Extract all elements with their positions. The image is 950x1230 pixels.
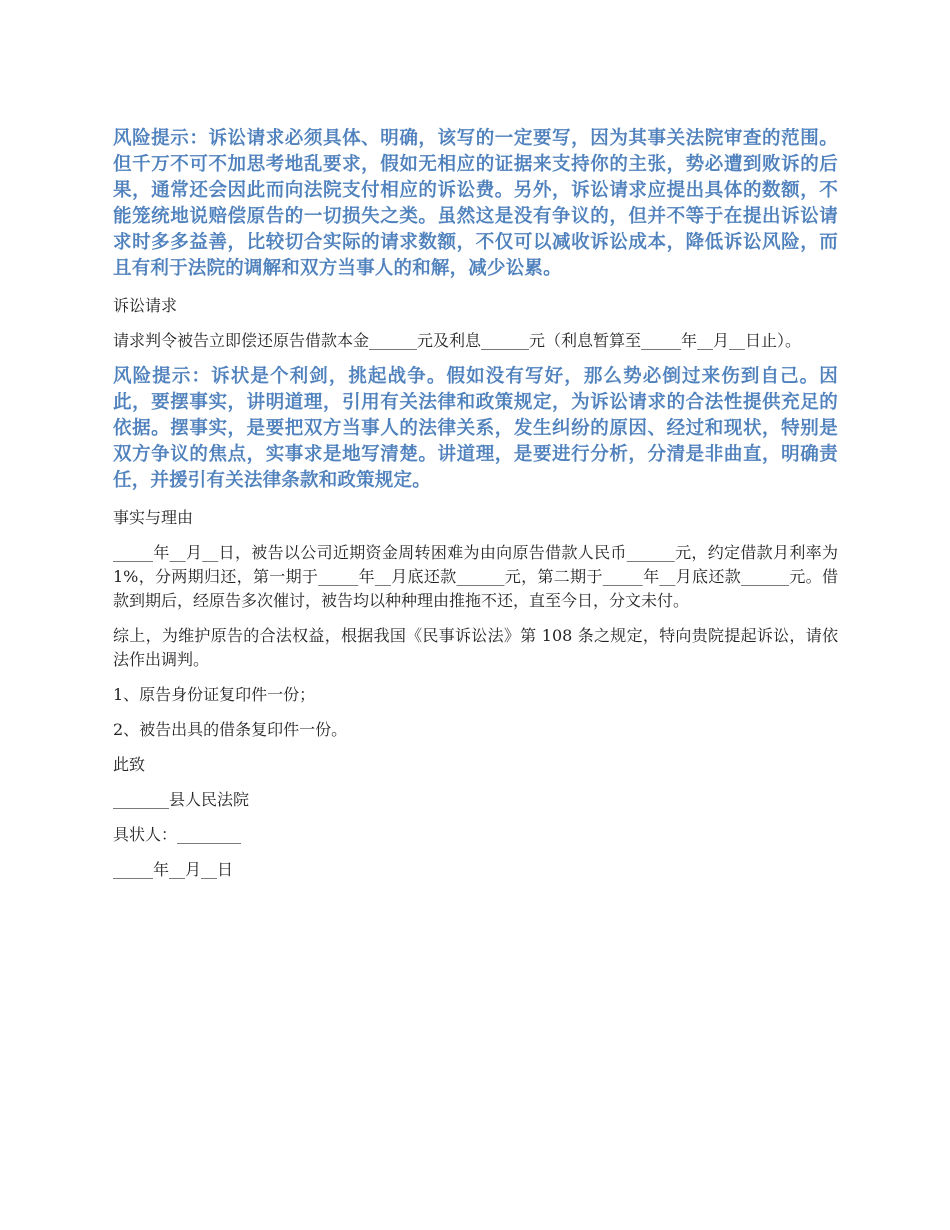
attachment-item: 1、原告身份证复印件一份； <box>113 685 316 704</box>
section-heading-facts: 事实与理由 <box>113 508 194 527</box>
conclusion-paragraph: 综上，为维护原告的合法权益，根据我国《民事诉讼法》第 108 条之规定，特向贵院提起诉讼，请依法作出调判。 <box>113 626 838 669</box>
facts-paragraph: _____年__月__日，被告以公司近期资金周转困难为由向原告借款人民币______元，约定借款月利率为 1%，分两期归还，第一期于_____年__月底还款______元，第二期于_____年__月底还款______元。借款到期后，经原告多次催讨，被告均以种种理由推拖不还，直至今日，分文未付。 <box>113 543 838 610</box>
risk-tip-paragraph: 风险提示：诉状是个利剑，挑起战争。假如没有写好，那么势必倒过来伤到自己。因此，要摆事实，讲明道理，引用有关法律和政策规定，为诉讼请求的合法性提供充足的依据。摆事实，是要把双方当事人的法律关系，发生纠纷的原因、经过和现状，特别是双方争议的焦点，实事求是地写清楚。讲道理，是要进行分析，分清是非曲直，明确责任，并援引有关法律条款和政策规定。 <box>113 366 838 491</box>
plaintiff-signature: 具状人：________ <box>113 825 242 844</box>
attachment-item: 2、被告出具的借条复印件一份。 <box>113 720 348 739</box>
claims-paragraph: 请求判令被告立即偿还原告借款本金______元及利息______元（利息暂算至_____年__月__日止）。 <box>113 331 802 350</box>
risk-tip-paragraph: 风险提示：诉讼请求必须具体、明确，该写的一定要写，因为其事关法院审查的范围。但千万不可不加思考地乱要求，假如无相应的证据来支持你的主张，势必遭到败诉的后果，通常还会因此而向法院支付相应的诉讼费。另外，诉讼请求应提出具体的数额，不能笼统地说赔偿原告的一切损失之类。虽然这是没有争议的，但并不等于在提出诉讼请求时多多益善，比较切合实际的请求数额，不仅可以减收诉讼成本，降低诉讼风险，而且有利于法院的调解和双方当事人的和解，减少讼累。 <box>113 128 838 279</box>
court-addressee: _______县人民法院 <box>113 790 250 809</box>
document-page <box>113 126 838 893</box>
closing-salutation: 此致 <box>113 755 146 774</box>
section-heading-claims: 诉讼请求 <box>113 296 178 315</box>
date-line: _____年__月__日 <box>113 860 234 879</box>
